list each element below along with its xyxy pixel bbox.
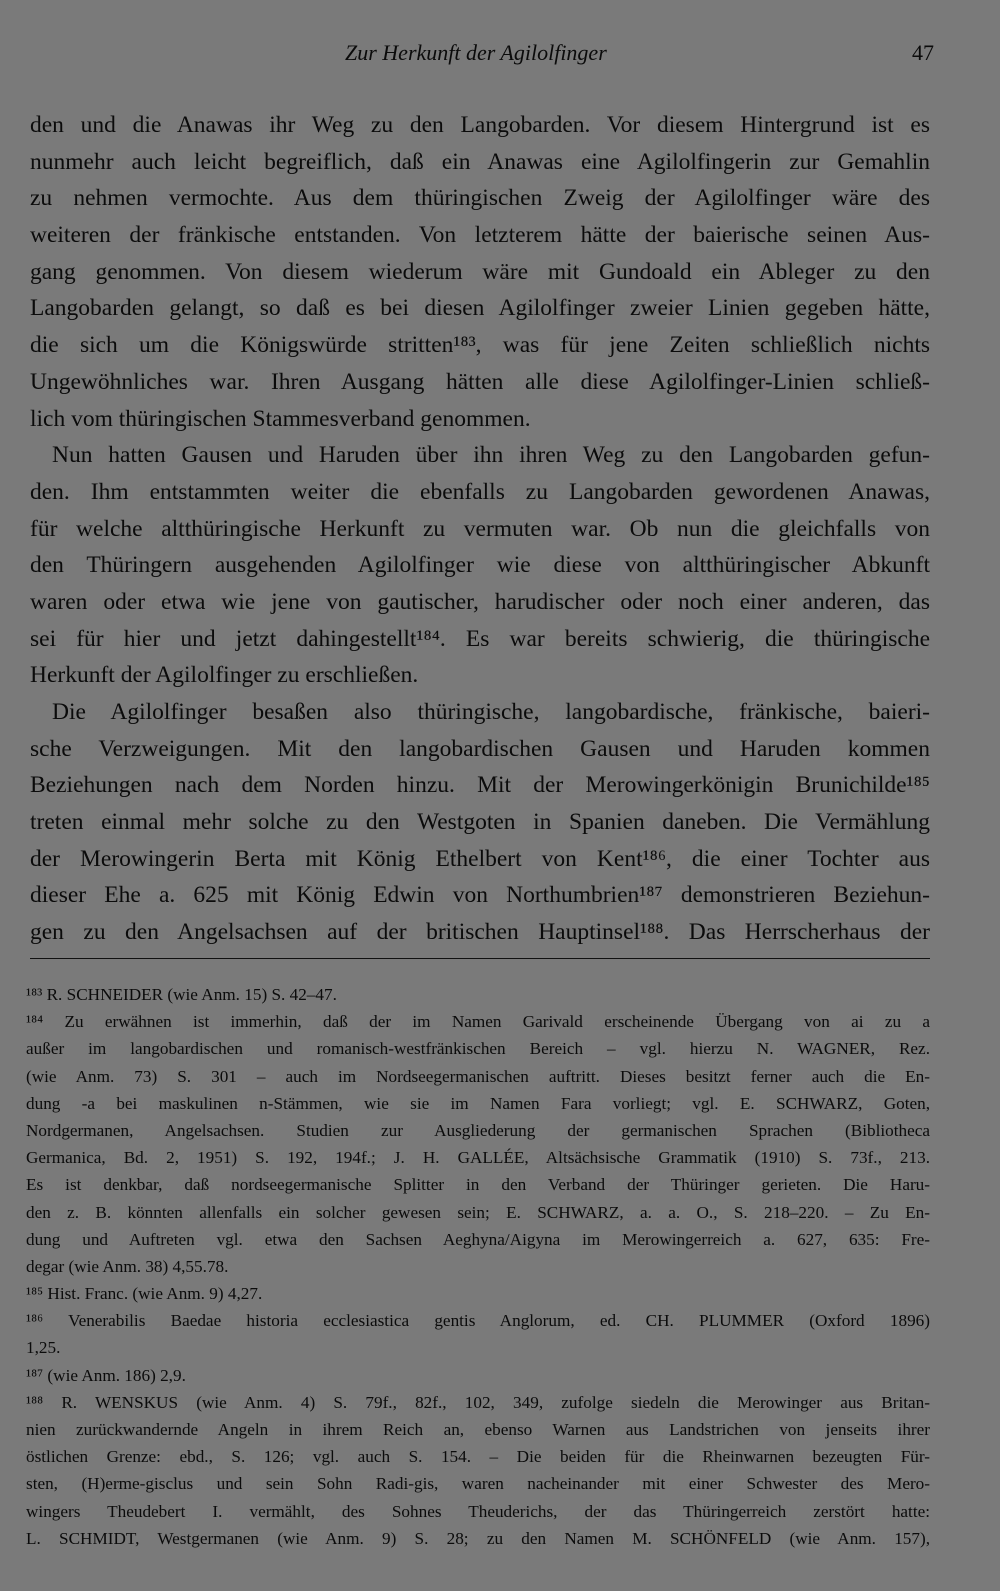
text-line: waren oder etwa wie jene von gautischer, harudischer oder noch einer anderen, das [30, 588, 930, 615]
main-text [30, 107, 930, 951]
footnote-line: ¹⁸⁶ Venerabilis Baedae historia ecclesiastica gentis Anglorum, ed. CH. PLUMMER (Oxford 1896) [26, 1311, 930, 1331]
footnote-line: ¹⁸⁴ Zu erwähnen ist immerhin, daß der im Namen Garivald erscheinende Übergang von ai zu a [26, 1012, 930, 1032]
footnote-line: Nordgermanen, Angelsachsen. Studien zur Ausgliederung der germanischen Sprachen (Bibliotheca [26, 1120, 930, 1140]
text-line: sei für hier und jetzt dahingestellt¹⁸⁴. Es war bereits schwierig, die thüringische [30, 625, 930, 652]
text-line: Langobarden gelangt, so daß es bei diesen Agilolfinger zweier Linien gegeben hätte, [30, 295, 930, 322]
page-number: 47 [912, 40, 934, 65]
text-line: Beziehungen nach dem Norden hinzu. Mit der Merowingerkönigin Brunichilde¹⁸⁵ [30, 772, 930, 799]
footnotes [26, 981, 930, 1552]
text-line: treten einmal mehr solche zu den Westgoten in Spanien daneben. Die Vermählung [30, 809, 930, 836]
text-line: dieser Ehe a. 625 mit König Edwin von Northumbrien¹⁸⁷ demonstrieren Beziehun- [30, 882, 930, 909]
running-head [0, 40, 1000, 70]
text-line: Nun hatten Gausen und Haruden über ihn ihren Weg zu den Langobarden gefun- [52, 442, 930, 469]
text-line: zu nehmen vermochte. Aus dem thüringischen Zweig der Agilolfinger wäre des [30, 185, 930, 212]
text-line: weiteren der fränkische entstanden. Von letzterem hätte der baierische seinen Aus- [30, 222, 930, 249]
footnote-line: östlichen Grenze: ebd., S. 126; vgl. auch S. 154. – Die beiden für die Rheinwarnen bezeugten Für- [26, 1447, 930, 1467]
text-line: lich vom thüringischen Stammesverband genommen. [30, 405, 531, 432]
footnote-line: ¹⁸⁷ (wie Anm. 186) 2,9. [26, 1365, 186, 1385]
text-line: den und die Anawas ihr Weg zu den Langobarden. Vor diesem Hintergrund ist es [30, 112, 930, 138]
text-line: Herkunft der Agilolfinger zu erschließen. [30, 662, 419, 689]
footnote-line: L. SCHMIDT, Westgermanen (wie Anm. 9) S. 28; zu den Namen M. SCHÖNFELD (wie Anm. 157), [26, 1528, 930, 1548]
text-line: gen zu den Angelsachsen auf der britischen Hauptinsel¹⁸⁸. Das Herrscherhaus der [30, 919, 930, 946]
footnote-line: ¹⁸⁵ Hist. Franc. (wie Anm. 9) 4,27. [26, 1284, 263, 1304]
text-line: Ungewöhnliches war. Ihren Ausgang hätten alle diese Agilolfinger-Linien schließ- [30, 368, 930, 395]
footnote-line: ¹⁸⁸ R. WENSKUS (wie Anm. 4) S. 79f., 82f., 102, 349, zufolge siedeln die Merowinger aus Britan- [26, 1392, 930, 1412]
footnote-line: nien zurückwandernde Angeln in ihrem Reich an, ebenso Warnen aus Landstrichen von jenseits ihrer [26, 1420, 930, 1439]
text-line: die sich um die Königswürde stritten¹⁸³, was für jene Zeiten schließlich nichts [30, 332, 930, 359]
text-line: sche Verzweigungen. Mit den langobardischen Gausen und Haruden kommen [30, 735, 930, 762]
footnote-line: sten, (H)erme-gisclus und sein Sohn Radi-gis, waren nacheinander mit einer Schwester des Mero- [26, 1474, 930, 1494]
footnote-line: Germanica, Bd. 2, 1951) S. 192, 194f.; J. H. GALLÉE, Altsächsische Grammatik (1910) S. 73f., 213. [26, 1148, 930, 1168]
text-line: den Thüringern ausgehenden Agilolfinger wie diese von altthüringischer Abkunft [30, 552, 930, 579]
footnote-line: ¹⁸³ R. SCHNEIDER (wie Anm. 15) S. 42–47. [26, 985, 337, 1004]
text-line: für welche altthüringische Herkunft zu vermuten war. Ob nun die gleichfalls von [30, 515, 930, 542]
text-line: nunmehr auch leicht begreiflich, daß ein Anawas eine Agilolfingerin zur Gemahlin [30, 148, 930, 175]
text-line: gang genommen. Von diesem wiederum wäre mit Gundoald ein Ableger zu den [30, 258, 930, 285]
running-title: Zur Herkunft der Agilolfinger [345, 40, 607, 65]
footnote-line: Es ist denkbar, daß nordseegermanische Splitter in den Verband der Thüringer gerieten. Die Haru- [26, 1175, 930, 1195]
footnote-separator [30, 958, 930, 959]
footnote-line: degar (wie Anm. 38) 4,55.78. [26, 1256, 229, 1276]
text-line: den. Ihm entstammten weiter die ebenfalls zu Langobarden gewordenen Anawas, [30, 478, 930, 505]
footnote-line: den z. B. könnten allenfalls ein solcher gewesen sein; E. SCHWARZ, a. a. O., S. 218–220. – Zu En- [26, 1202, 930, 1222]
footnote-line: dung -a bei maskulinen n-Stämmen, wie sie im Namen Fara vorliegt; vgl. E. SCHWARZ, Goten, [26, 1093, 930, 1113]
footnote-line: (wie Anm. 73) S. 301 – auch im Nordseegermanischen auftritt. Dieses besitzt ferner auch die En- [26, 1066, 930, 1086]
footnote-line: dung und Auftreten vgl. etwa den Sachsen Aeghyna/Aigyna im Merowingerreich a. 627, 635: Fre- [26, 1229, 930, 1249]
text-line: der Merowingerin Berta mit König Ethelbert von Kent¹⁸⁶, die einer Tochter aus [30, 845, 930, 872]
footnote-line: 1,25. [26, 1338, 61, 1358]
footnote-line: wingers Theudebert I. vermählt, des Sohnes Theuderichs, der das Thüringerreich zerstört hatte: [26, 1501, 930, 1521]
footnote-line: außer im langobardischen und romanisch-westfränkischen Bereich – vgl. hierzu N. WAGNER, Rez. [26, 1039, 930, 1059]
text-line: Die Agilolfinger besaßen also thüringische, langobardische, fränkische, baieri- [52, 699, 930, 725]
